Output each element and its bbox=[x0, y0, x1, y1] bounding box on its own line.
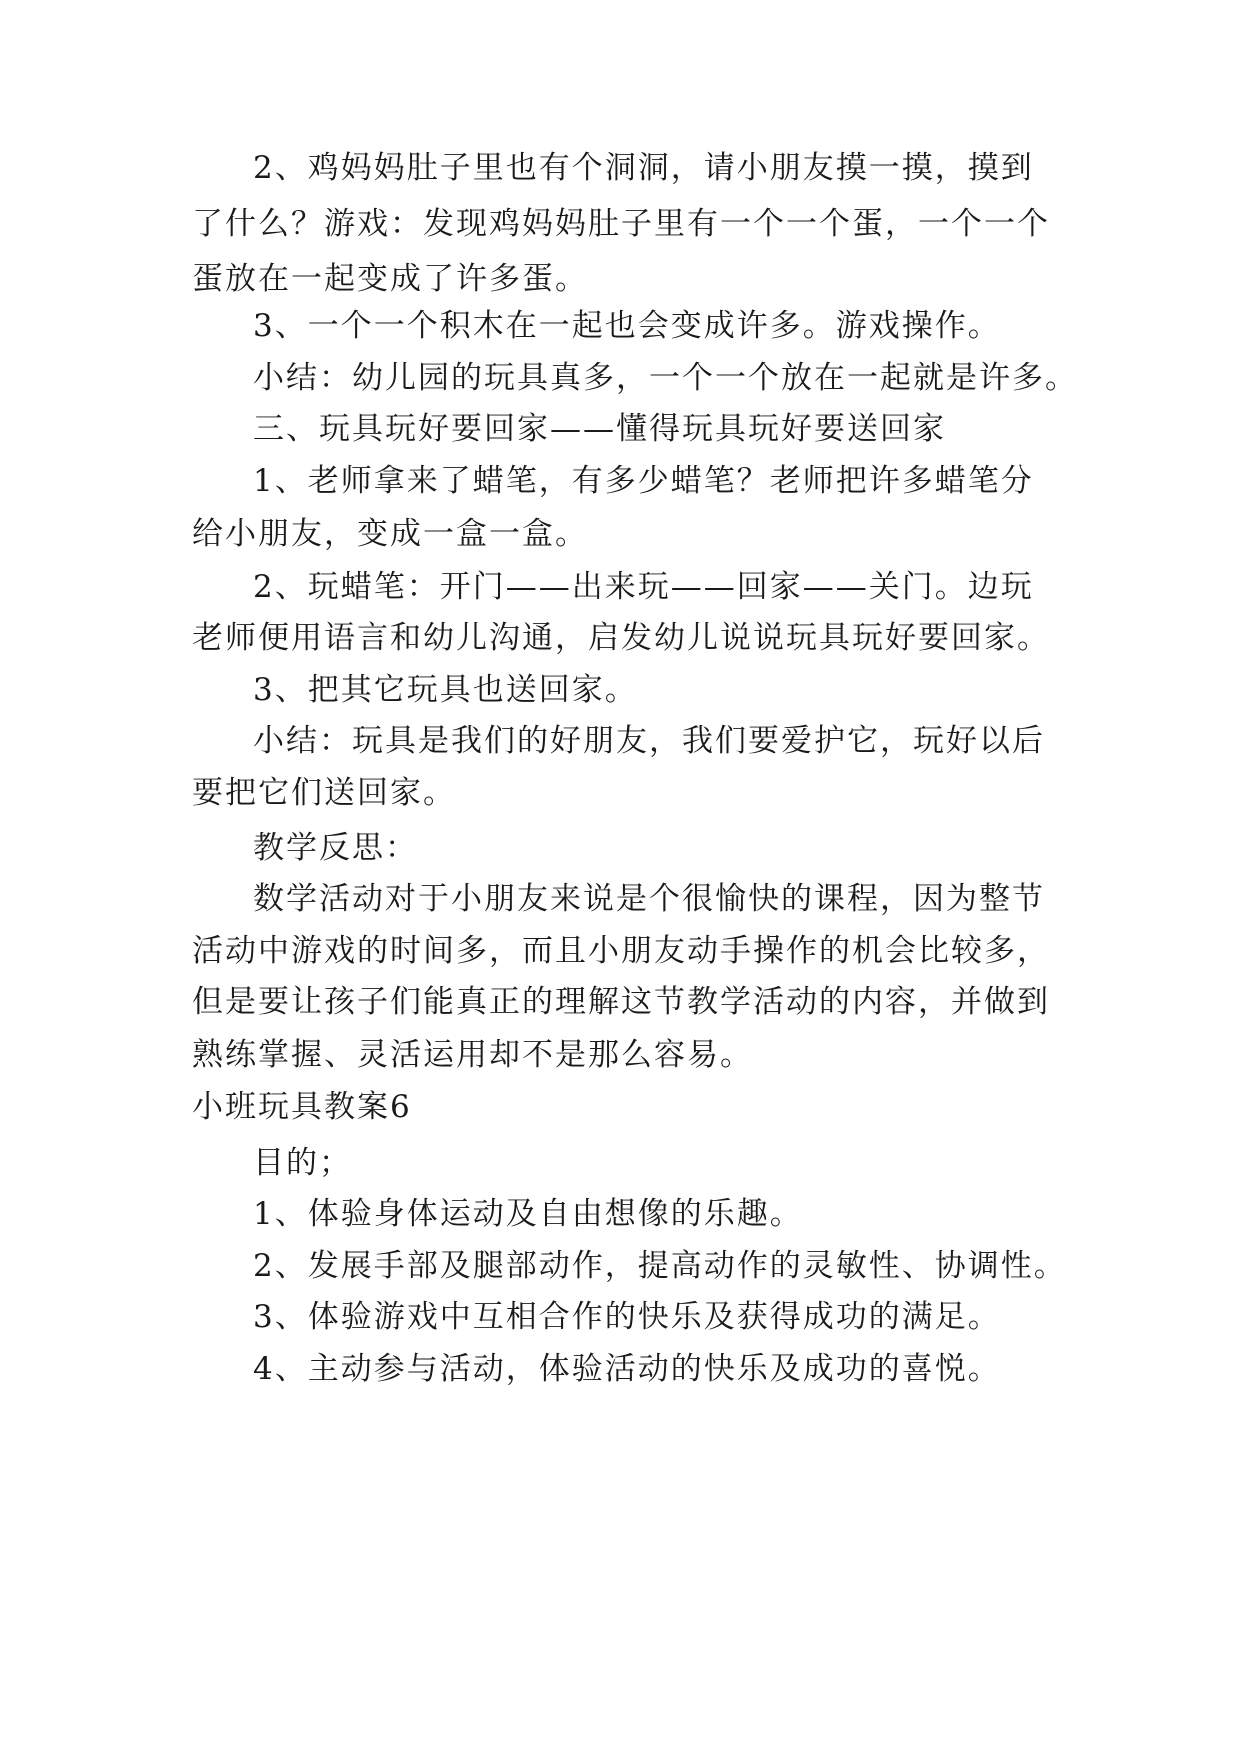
paragraph-line: 3、把其它玩具也送回家。 bbox=[253, 672, 638, 708]
paragraph-line: 但是要让孩子们能真正的理解这节教学活动的内容，并做到 bbox=[192, 984, 1050, 1020]
list-item: 4、主动参与活动，体验活动的快乐及成功的喜悦。 bbox=[253, 1351, 1001, 1387]
section-heading: 三、玩具玩好要回家——懂得玩具玩好要送回家 bbox=[253, 411, 946, 447]
paragraph-line: 教学反思： bbox=[253, 830, 418, 866]
paragraph-line: 蛋放在一起变成了许多蛋。 bbox=[192, 261, 588, 297]
paragraph-line: 小结：幼儿园的玩具真多，一个一个放在一起就是许多。 bbox=[253, 360, 1078, 396]
paragraph-line: 熟练掌握、灵活运用却不是那么容易。 bbox=[192, 1037, 753, 1073]
paragraph-line: 2、玩蜡笔：开门——出来玩——回家——关门。边玩 bbox=[253, 569, 1034, 605]
paragraph-line: 小结：玩具是我们的好朋友，我们要爱护它，玩好以后 bbox=[253, 723, 1045, 759]
paragraph-line: 数学活动对于小朋友来说是个很愉快的课程，因为整节 bbox=[253, 881, 1045, 917]
paragraph-line: 目的； bbox=[253, 1145, 352, 1181]
paragraph-line: 老师便用语言和幼儿沟通，启发幼儿说说玩具玩好要回家。 bbox=[192, 620, 1050, 656]
paragraph-line: 3、一个一个积木在一起也会变成许多。游戏操作。 bbox=[253, 308, 1001, 344]
list-item: 3、体验游戏中互相合作的快乐及获得成功的满足。 bbox=[253, 1299, 1001, 1335]
paragraph-line: 2、鸡妈妈肚子里也有个洞洞，请小朋友摸一摸，摸到 bbox=[253, 150, 1034, 186]
paragraph-line: 给小朋友，变成一盒一盒。 bbox=[192, 516, 588, 552]
paragraph-line: 要把它们送回家。 bbox=[192, 775, 456, 811]
paragraph-line: 活动中游戏的时间多，而且小朋友动手操作的机会比较多， bbox=[192, 933, 1050, 969]
document-title: 小班玩具教案6 bbox=[192, 1089, 412, 1125]
paragraph-line: 1、老师拿来了蜡笔，有多少蜡笔？老师把许多蜡笔分 bbox=[253, 463, 1034, 499]
list-item: 2、发展手部及腿部动作，提高动作的灵敏性、协调性。 bbox=[253, 1248, 1067, 1284]
paragraph-line: 了什么？游戏：发现鸡妈妈肚子里有一个一个蛋，一个一个 bbox=[192, 206, 1050, 242]
list-item: 1、体验身体运动及自由想像的乐趣。 bbox=[253, 1196, 803, 1232]
